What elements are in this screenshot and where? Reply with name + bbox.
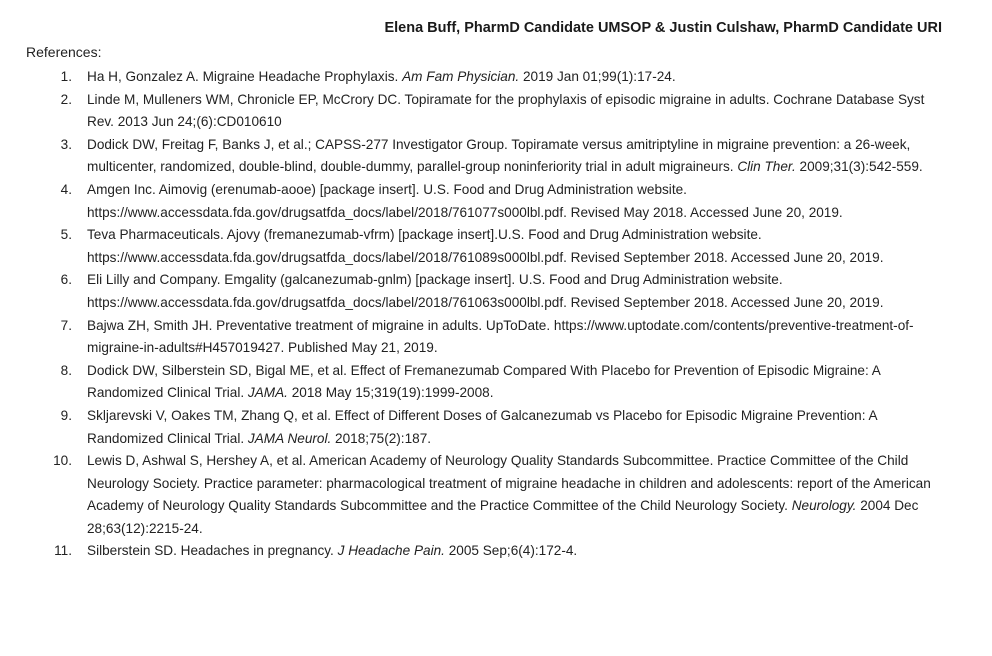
references-heading: References: bbox=[26, 44, 102, 60]
reference-number: 7 . bbox=[52, 315, 72, 338]
journal-name: JAMA. bbox=[247, 385, 288, 401]
reference-item bbox=[52, 66, 945, 89]
reference-text: Skljarevski V, Oakes TM, Zhang Q, et al. Effect of Different Doses of Galcanezumab vs Placebo for Episodic Migraine Prevention: A Randomized Clinical Trial. bbox=[87, 407, 877, 446]
journal-name: JAMA Neurol. bbox=[247, 430, 332, 446]
reference-number: 3 . bbox=[52, 134, 72, 157]
reference-item bbox=[52, 315, 945, 360]
reference-item bbox=[52, 89, 945, 134]
reference-citation: 2018;75(2):187. bbox=[331, 430, 432, 446]
reference-item bbox=[52, 360, 945, 405]
journal-name: Clin Ther. bbox=[737, 159, 796, 175]
reference-item bbox=[52, 450, 945, 540]
journal-name: Neurology. bbox=[791, 498, 857, 514]
reference-citation: 2005 Sep;6(4):172-4. bbox=[444, 543, 578, 559]
reference-list bbox=[52, 66, 945, 563]
journal-name: Am Fam Physician. bbox=[402, 69, 520, 84]
reference-text: Lewis D, Ashwal S, Hershey A, et al. American Academy of Neurology Quality Standards Subcommittee. Practice Committee of the Child Neurology Society. Practice parameter: pharmacological treatment of migraine headache in children and adolescents: report of the American Academy of Neurology Quality Standards Subcommittee and the Practice Committee of the Child Neurology Society. bbox=[87, 453, 931, 514]
reference-text: Bajwa ZH, Smith JH. Preventative treatment of migraine in adults. UpToDate. https://www.uptodate.com/contents/preventive-treatment-of-migraine-in-adults#H457019427. Published May 21, 2019. bbox=[87, 317, 914, 356]
reference-text: Linde M, Mulleners WM, Chronicle EP, McCrory DC. Topiramate for the prophylaxis of episodic migraine in adults. Cochrane Database Syst Rev. 2013 Jun 24;(6):CD010610 bbox=[87, 91, 925, 130]
reference-number: 2 . bbox=[52, 89, 72, 112]
reference-number: 11 . bbox=[52, 540, 72, 563]
reference-number: 6 . bbox=[52, 269, 72, 292]
reference-text: Ha H, Gonzalez A. Migraine Headache Prophylaxis. bbox=[87, 69, 403, 84]
authors-line: Elena Buff, PharmD Candidate UMSOP & Justin Culshaw, PharmD Candidate URI bbox=[384, 20, 942, 36]
reference-number: 10 . bbox=[52, 450, 72, 473]
reference-number: 5 . bbox=[52, 224, 72, 247]
reference-text: Dodick DW, Silberstein SD, Bigal ME, et al. Effect of Fremanezumab Compared With Placebo for Prevention of Episodic Migraine: A Randomized Clinical Trial. bbox=[87, 362, 881, 401]
reference-number: 1 . bbox=[52, 66, 72, 89]
reference-text: Eli Lilly and Company. Emgality (galcanezumab-gnlm) [package insert]. U.S. Food and Drug Administration website. https://www.accessdata.fda.gov/drugsatfda_docs/label/2018/761063s000lbl.pdf. Revised September 2018. Accessed June 20, 2019. bbox=[87, 272, 884, 310]
reference-citation: 2004 Dec 28;63(12):2215-24. bbox=[87, 498, 919, 536]
reference-text: Silberstein SD. Headaches in pregnancy. bbox=[87, 543, 338, 559]
reference-text: Dodick DW, Freitag F, Banks J, et al.; CAPSS-277 Investigator Group. Topiramate versus amitriptyline in migraine prevention: a 26-week, multicenter, randomized, double-blind, double-dummy, parallel-group noninferiority trial in adult migraineurs. bbox=[87, 136, 911, 175]
reference-citation: 2018 May 15;319(19):1999-2008. bbox=[287, 385, 494, 401]
reference-number: 9 . bbox=[52, 405, 72, 428]
reference-text: Teva Pharmaceuticals. Ajovy (fremanezumab-vfrm) [package insert].U.S. Food and Drug Administration website. https://www.accessdata.fda.gov/drugsatfda_docs/label/2018/761089s000lbl.pdf. Revised September 2018. Accessed June 20, 2019. bbox=[87, 227, 884, 265]
journal-name: J Headache Pain. bbox=[337, 543, 445, 559]
reference-number: 4 . bbox=[52, 179, 72, 202]
reference-item bbox=[52, 179, 945, 224]
reference-item bbox=[52, 269, 945, 314]
reference-item bbox=[52, 134, 945, 179]
reference-item bbox=[52, 540, 945, 563]
reference-citation: 2019 Jan 01;99(1):17-24. bbox=[519, 69, 676, 84]
reference-text: Amgen Inc. Aimovig (erenumab-aooe) [package insert]. U.S. Food and Drug Administration website. https://www.accessdata.fda.gov/drugsatfda_docs/label/2018/761077s000lbl.pdf. Revised May 2018. Accessed June 20, 2019. bbox=[87, 181, 843, 220]
reference-item bbox=[52, 405, 945, 450]
reference-item bbox=[52, 224, 945, 269]
reference-number: 8 . bbox=[52, 360, 72, 383]
reference-citation: 2009;31(3):542-559. bbox=[795, 159, 923, 175]
